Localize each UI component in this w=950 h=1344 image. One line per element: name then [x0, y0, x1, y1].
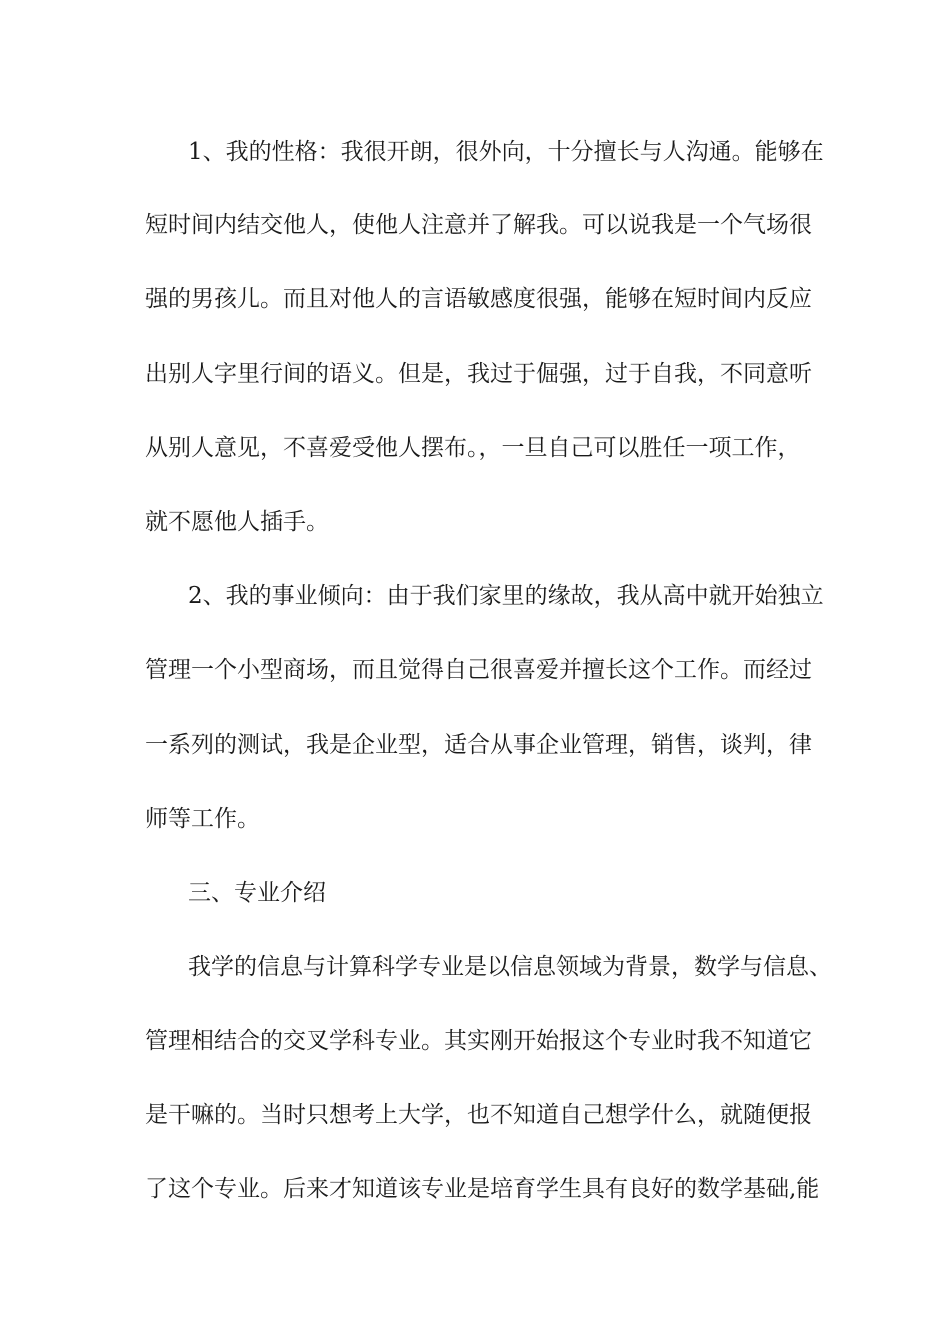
paragraph-line: 我学的信息与计算科学专业是以信息领域为背景，数学与信息、	[188, 954, 832, 980]
paragraph-line: 了这个专业。后来才知道该专业是培育学生具有良好的数学基础,能	[145, 1176, 820, 1202]
paragraph-line: 短时间内结交他人，使他人注意并了解我。可以说我是一个气场很	[145, 212, 812, 238]
paragraph-line: 就不愿他人插手。	[145, 509, 329, 535]
paragraph-line: 管理相结合的交叉学科专业。其实刚开始报这个专业时我不知道它	[145, 1028, 812, 1054]
paragraph-line: 师等工作。	[145, 806, 260, 832]
paragraph-line: 2、我的事业倾向：由于我们家里的缘故，我从高中就开始独立	[188, 583, 824, 609]
section-heading: 三、专业介绍	[188, 880, 326, 906]
paragraph-line: 是干嘛的。当时只想考上大学，也不知道自己想学什么，就随便报	[145, 1102, 812, 1128]
paragraph-line: 出别人字里行间的语义。但是，我过于倔强，过于自我，不同意听	[145, 361, 812, 387]
paragraph-line: 一系列的测试，我是企业型，适合从事企业管理，销售，谈判，律	[145, 732, 812, 758]
paragraph-line: 从别人意见，不喜爱受他人摆布。，一旦自己可以胜任一项工作，	[145, 435, 801, 461]
paragraph-line: 1、我的性格：我很开朗，很外向，十分擅长与人沟通。能够在	[188, 139, 824, 165]
paragraph-line: 管理一个小型商场，而且觉得自己很喜爱并擅长这个工作。而经过	[145, 657, 812, 683]
paragraph-line: 强的男孩儿。而且对他人的言语敏感度很强，能够在短时间内反应	[145, 286, 812, 312]
